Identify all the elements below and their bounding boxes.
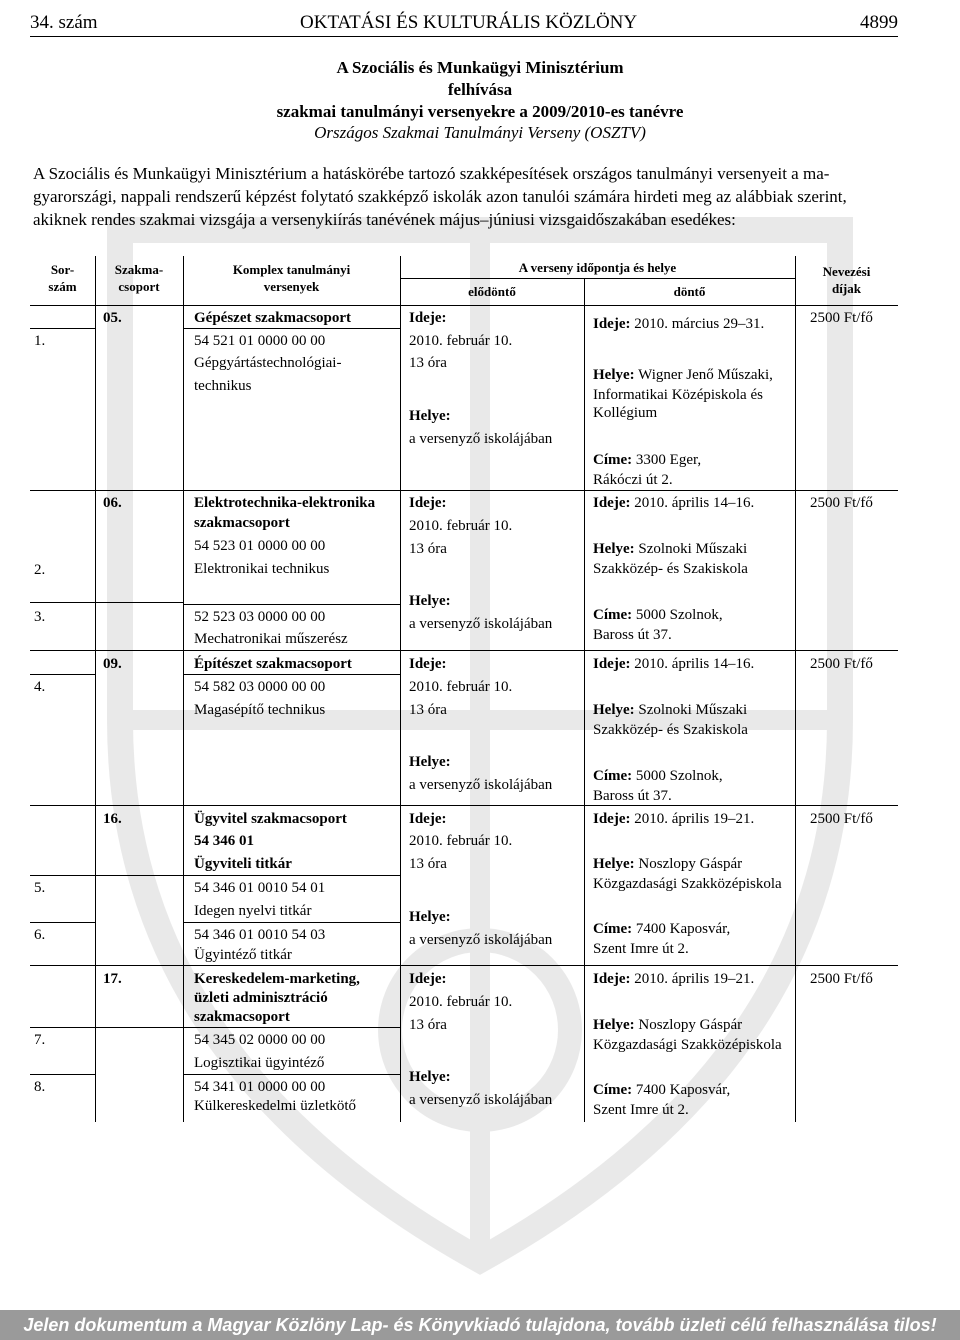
grid-line xyxy=(183,604,400,605)
final-date: Ideje: 2010. március 29–31. xyxy=(593,316,765,332)
col-header-donto: döntő xyxy=(673,284,706,299)
grid-line xyxy=(30,1027,183,1028)
prelim-place: a versenyző iskolájában xyxy=(409,1092,553,1108)
prelim-place: a versenyző iskolájában xyxy=(409,431,553,447)
row-number: 5. xyxy=(34,880,46,896)
intro-line-3: akiknek rendes szakmai vizsgája a versenykiírás tanévének május–júniusi vizsgaidőszakában esedékes: xyxy=(33,210,736,229)
copyright-footer: Jelen dokumentum a Magyar Közlöny Lap- és Könyvkiadó tulajdona, tovább üzleti célú felhasználása tilos! xyxy=(0,1310,960,1340)
qualification-code: 54 523 01 0000 00 00 xyxy=(194,538,326,554)
grid-line xyxy=(30,305,898,306)
final-place: Helye: Noszlopy Gáspár xyxy=(593,1017,743,1033)
prelim-place: a versenyző iskolájában xyxy=(409,616,553,632)
row-number: 3. xyxy=(34,609,46,625)
title-line-2: felhívása xyxy=(447,80,513,99)
coat-of-arms-watermark xyxy=(0,160,960,1280)
group-name: szakmacsoport xyxy=(194,515,290,531)
final-address: Címe: 7400 Kaposvár, xyxy=(593,1082,731,1098)
prelim-date-label: Ideje: xyxy=(409,971,447,987)
qualification-name: Ügyintéző titkár xyxy=(194,947,292,963)
grid-line xyxy=(584,278,585,1122)
grid-line xyxy=(30,805,898,806)
entry-fee: 2500 Ft/fő xyxy=(810,495,873,511)
final-place: Helye: Szolnoki Műszaki xyxy=(593,702,748,718)
group-name: Építészet szakmacsoport xyxy=(194,656,352,672)
group-name: Elektrotechnika-elektronika xyxy=(194,495,376,511)
prelim-date: 2010. február 10. xyxy=(409,679,513,695)
prelim-place-label: Helye: xyxy=(409,593,451,609)
final-date: Ideje: 2010. április 19–21. xyxy=(593,971,755,987)
qualification-name: Külkereskedelmi üzletkötő xyxy=(194,1098,357,1114)
qualification-name: Logisztikai ügyintéző xyxy=(194,1055,325,1071)
final-place: Helye: Wigner Jenő Műszaki, xyxy=(593,367,773,383)
grid-line xyxy=(183,328,400,329)
group-number: 09. xyxy=(103,656,122,672)
page-number: 4899 xyxy=(860,12,898,33)
grid-line xyxy=(400,256,401,1122)
page-header xyxy=(30,10,898,37)
qualification-code: 54 341 01 0000 00 00 xyxy=(194,1079,326,1095)
journal-name: OKTATÁSI ÉS KULTURÁLIS KÖZLÖNY xyxy=(300,12,638,33)
final-address: Címe: 7400 Kaposvár, xyxy=(593,921,731,937)
grid-line xyxy=(183,1027,400,1028)
row-number: 6. xyxy=(34,927,46,943)
row-number: 7. xyxy=(34,1032,46,1048)
entry-fee: 2500 Ft/fő xyxy=(810,310,873,326)
grid-line xyxy=(183,1074,400,1075)
row-number: 8. xyxy=(34,1079,46,1095)
prelim-time: 13 óra xyxy=(409,1017,447,1033)
title-line-1: A Szociális és Munkaügyi Minisztérium xyxy=(336,58,624,77)
qualification-name: Magasépítő technikus xyxy=(194,702,326,718)
col-header-dijak: Nevezési díjak xyxy=(822,264,871,296)
group-name: Gépészet szakmacsoport xyxy=(194,310,352,326)
grid-line xyxy=(30,922,95,923)
prelim-date: 2010. február 10. xyxy=(409,333,513,349)
final-address: Baross út 37. xyxy=(593,788,672,804)
final-place: Informatikai Középiskola és xyxy=(593,387,763,403)
qualification-code: 54 521 01 0000 00 00 xyxy=(194,333,326,349)
final-address: Címe: 5000 Szolnok, xyxy=(593,607,723,623)
prelim-place-label: Helye: xyxy=(409,1069,451,1085)
entry-fee: 2500 Ft/fő xyxy=(810,811,873,827)
final-address: Címe: 3300 Eger, xyxy=(593,452,702,468)
entry-fee: 2500 Ft/fő xyxy=(810,971,873,987)
grid-line xyxy=(30,875,183,876)
qualification-code: 54 345 02 0000 00 00 xyxy=(194,1032,326,1048)
grid-line xyxy=(30,490,898,491)
row-number: 4. xyxy=(34,679,46,695)
entry-fee: 2500 Ft/fő xyxy=(810,656,873,672)
grid-line xyxy=(183,922,400,923)
prelim-place-label: Helye: xyxy=(409,909,451,925)
prelim-date: 2010. február 10. xyxy=(409,994,513,1010)
final-address: Szent Imre út 2. xyxy=(593,941,689,957)
final-date: Ideje: 2010. április 19–21. xyxy=(593,811,755,827)
final-place: Közgazdasági Szakközépiskola xyxy=(593,1037,782,1053)
qualification-code: 52 523 03 0000 00 00 xyxy=(194,609,326,625)
group-number: 16. xyxy=(103,811,122,827)
qualification-code: 54 346 01 xyxy=(194,833,254,849)
title-line-3: szakmai tanulmányi versenyekre a 2009/2010-es tanévre xyxy=(276,102,684,121)
intro-line-2: gyarországi, nappali rendszerű képzést folytató szakképző iskolák azon tanulói számára hirdeti meg az alábbiak szerint, xyxy=(33,187,847,206)
final-address: Címe: 5000 Szolnok, xyxy=(593,768,723,784)
col-header-versenyek: Komplex tanulmányi versenyek xyxy=(232,262,351,294)
grid-line xyxy=(30,965,898,966)
group-number: 06. xyxy=(103,495,122,511)
final-place: Helye: Szolnoki Műszaki xyxy=(593,541,748,557)
prelim-time: 13 óra xyxy=(409,541,447,557)
col-header-elodonto: elődöntő xyxy=(468,284,516,299)
final-date: Ideje: 2010. április 14–16. xyxy=(593,656,755,672)
grid-line xyxy=(400,278,795,279)
final-place: Kollégium xyxy=(593,405,658,421)
final-place: Szakközép- és Szakiskola xyxy=(593,722,748,738)
group-number: 05. xyxy=(103,310,122,326)
prelim-time: 13 óra xyxy=(409,702,447,718)
prelim-time: 13 óra xyxy=(409,856,447,872)
prelim-date-label: Ideje: xyxy=(409,656,447,672)
row-number: 1. xyxy=(34,333,46,349)
prelim-place-label: Helye: xyxy=(409,754,451,770)
grid-line xyxy=(183,875,400,876)
group-name: Ügyvitel szakmacsoport xyxy=(194,811,347,827)
final-date: Ideje: 2010. április 14–16. xyxy=(593,495,755,511)
group-name: üzleti adminisztráció xyxy=(194,990,328,1006)
row-number: 2. xyxy=(34,562,46,578)
intro-line-1: A Szociális és Munkaügyi Minisztérium a hatáskörébe tartozó szakképesítések országos tanulmányi versenyeit a ma- xyxy=(33,164,830,183)
issue-number: 34. szám xyxy=(30,12,98,33)
prelim-date: 2010. február 10. xyxy=(409,833,513,849)
col-header-idopont: A verseny időpontja és helye xyxy=(518,260,677,275)
prelim-time: 13 óra xyxy=(409,355,447,371)
qualification-code: 54 346 01 0010 54 01 xyxy=(194,880,326,896)
qualification-name: Mechatronikai műszerész xyxy=(194,631,348,647)
final-place: Helye: Noszlopy Gáspár xyxy=(593,856,743,872)
group-name: szakmacsoport xyxy=(194,1009,290,1025)
qualification-name: Ügyviteli titkár xyxy=(194,856,292,872)
qualification-name: Idegen nyelvi titkár xyxy=(194,903,312,919)
group-name: Kereskedelem-marketing, xyxy=(194,971,360,987)
prelim-place: a versenyző iskolájában xyxy=(409,777,553,793)
group-number: 17. xyxy=(103,971,122,987)
grid-line xyxy=(30,602,183,603)
col-header-szakmacsoport: Szakma- csoport xyxy=(114,262,164,294)
prelim-place: a versenyző iskolájában xyxy=(409,932,553,948)
qualification-name: Elektronikai technikus xyxy=(194,561,330,577)
grid-line xyxy=(30,1074,95,1075)
prelim-date-label: Ideje: xyxy=(409,495,447,511)
grid-line xyxy=(183,674,400,675)
grid-line xyxy=(95,256,96,1122)
grid-line xyxy=(30,328,95,329)
qualification-name: Gépgyártástechnológiai- xyxy=(194,355,342,371)
final-address: Rákóczi út 2. xyxy=(593,472,673,488)
subtitle: Országos Szakmai Tanulmányi Verseny (OSZTV) xyxy=(314,123,646,142)
grid-line xyxy=(795,256,796,1122)
prelim-date-label: Ideje: xyxy=(409,811,447,827)
final-address: Szent Imre út 2. xyxy=(593,1102,689,1118)
final-place: Közgazdasági Szakközépiskola xyxy=(593,876,782,892)
qualification-code: 54 582 03 0000 00 00 xyxy=(194,679,326,695)
final-address: Baross út 37. xyxy=(593,627,672,643)
grid-line xyxy=(183,256,184,1122)
col-header-sorszam: Sor- szám xyxy=(48,262,77,294)
qualification-name: technikus xyxy=(194,378,252,394)
prelim-place-label: Helye: xyxy=(409,408,451,424)
prelim-date-label: Ideje: xyxy=(409,310,447,326)
grid-line xyxy=(30,650,898,651)
qualification-code: 54 346 01 0010 54 03 xyxy=(194,927,326,943)
grid-line xyxy=(30,674,95,675)
prelim-date: 2010. február 10. xyxy=(409,518,513,534)
final-place: Szakközép- és Szakiskola xyxy=(593,561,748,577)
